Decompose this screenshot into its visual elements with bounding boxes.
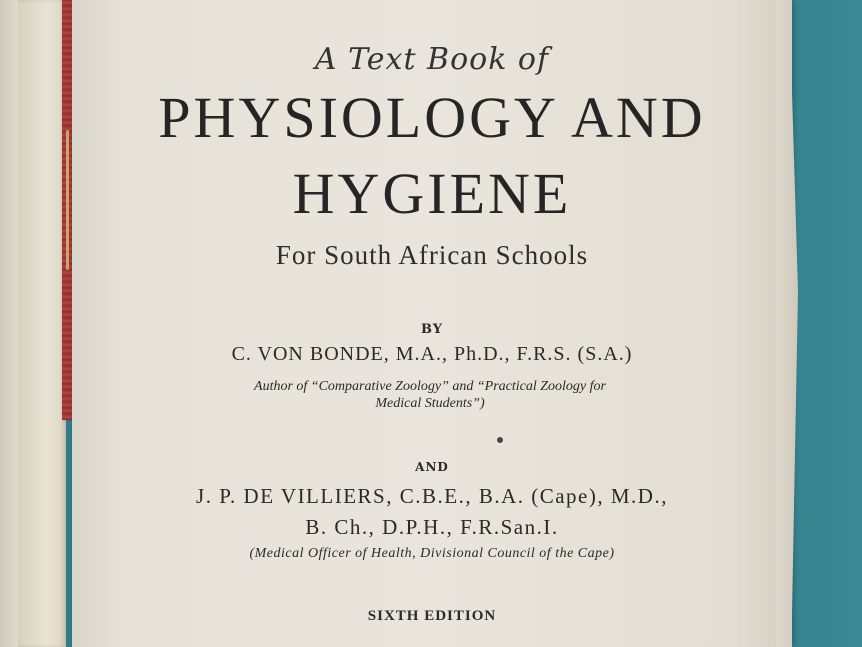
author-2-name-line-2: B. Ch., D.P.H., F.R.San.I. [305,515,559,539]
and-label: AND [415,460,449,474]
author-1-name: C. VON BONDE, M.A., Ph.D., F.R.S. (S.A.) [231,343,633,365]
subtitle: For South African Schools [275,240,589,270]
title-line-2: HYGIENE [292,161,572,226]
author-2-name-line-1: J. P. DE VILLIERS, C.B.E., B.A. (Cape), M.D., [196,484,668,508]
pre-title: A Text Book of [314,42,550,77]
author-1-note-line-1: Author of “Comparative Zoology” and “Practical Zoology for [254,379,606,394]
author-1-note-line-2: Medical Students”) [375,396,485,411]
edition-label: SIXTH EDITION [367,608,497,624]
printed-dot [497,437,503,443]
binding-thread [66,130,69,270]
author-2-note: (Medical Officer of Health, Divisional Council of the Cape) [249,546,615,561]
back-leaf [18,0,66,647]
by-label: BY [420,322,444,337]
title-line-1: PHYSIOLOGY AND [158,85,706,150]
author-1-note [140,378,720,412]
